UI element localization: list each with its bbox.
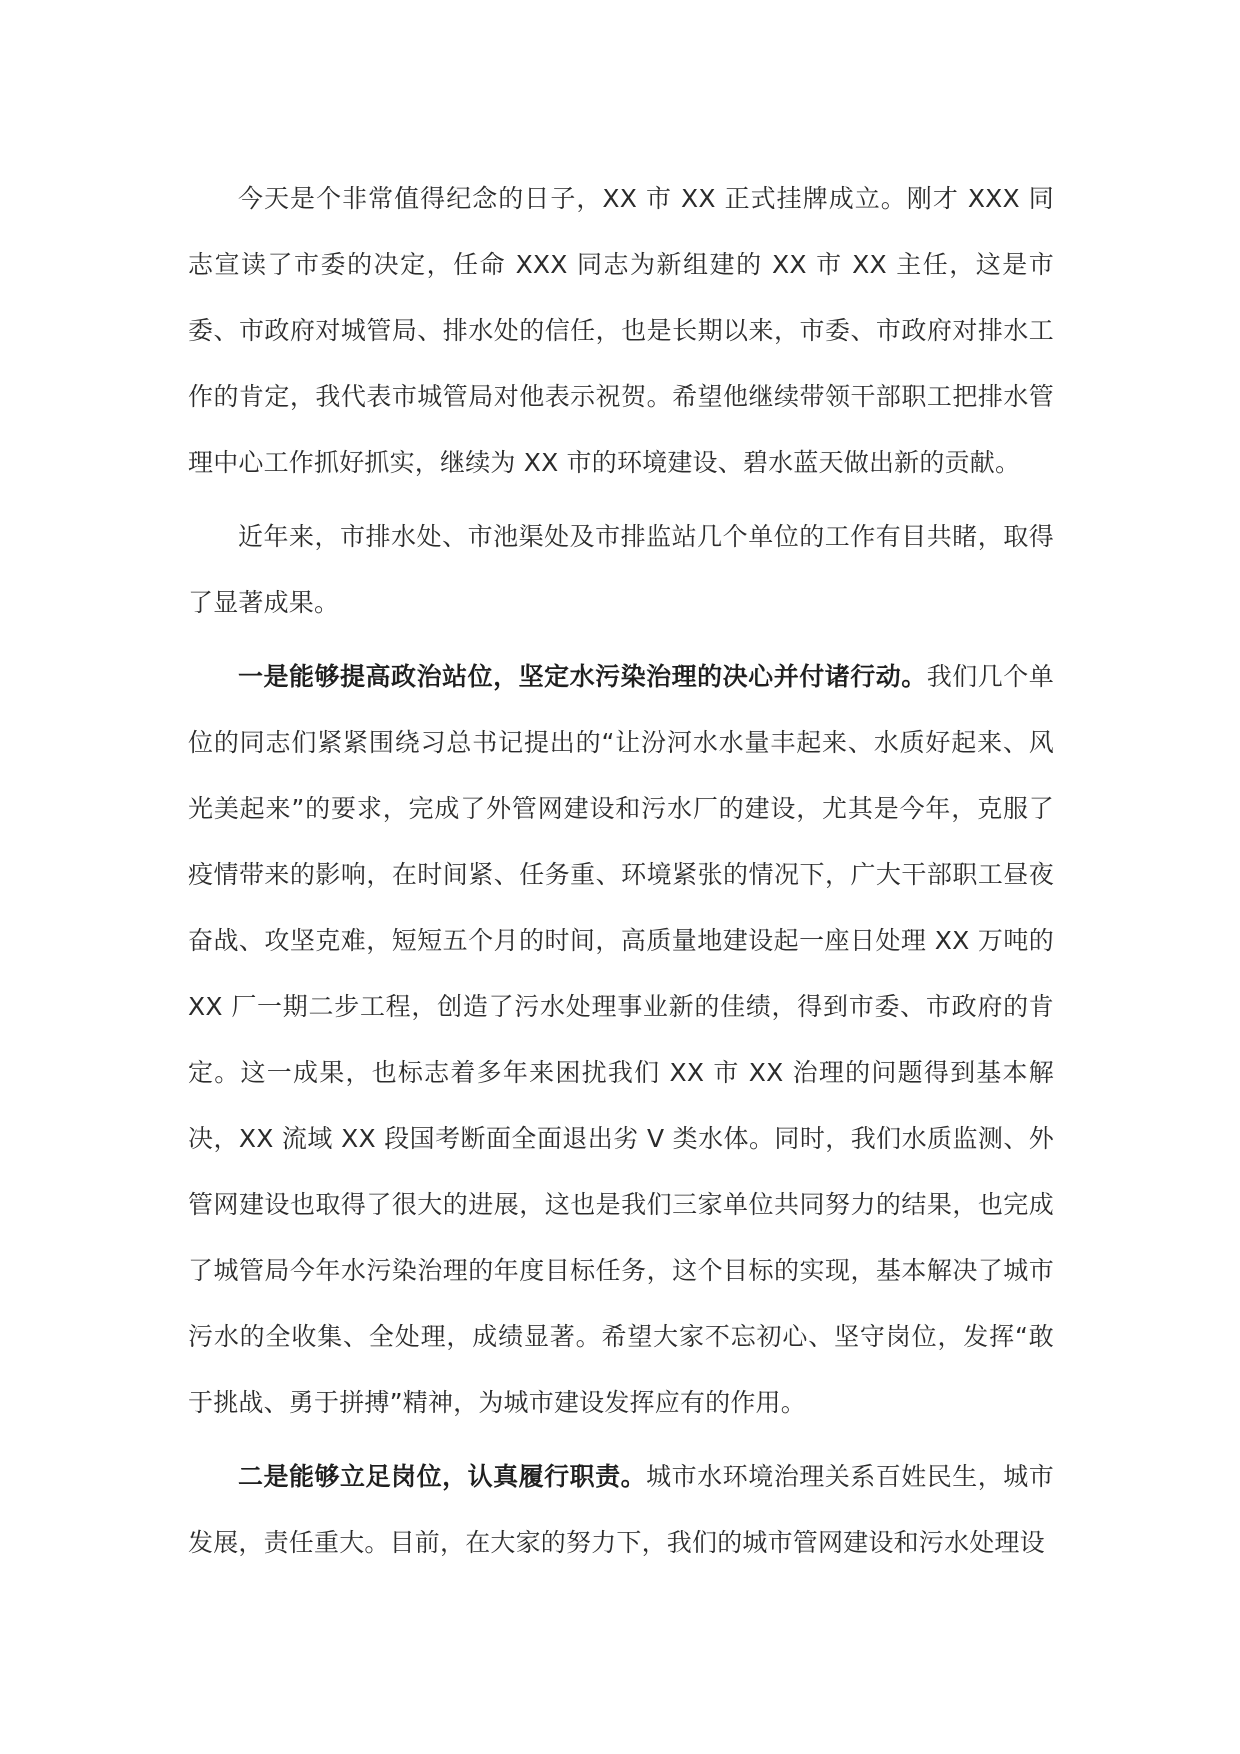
paragraph-point-two xyxy=(188,1444,1054,1576)
paragraph-lead-heading: 一是能够提高政治站位，坚定水污染治理的决心并付诸行动。 xyxy=(238,662,927,691)
paragraph-opening xyxy=(188,166,1054,496)
paragraph-point-one xyxy=(188,644,1054,1436)
paragraph-text: 城市水环境治理关系百姓民生，城市发展，责任重大。目前，在大家的努力下，我们的城市管网建设和污水处理设 xyxy=(188,1462,1054,1557)
paragraph-text: 我们几个单位的同志们紧紧围绕习总书记提出的“让汾河水水量丰起来、水质好起来、风光美起来”的要求，完成了外管网建设和污水厂的建设，尤其是今年，克服了疫情带来的影响，在时间紧、任务重、环境紧张的情况下，广大干部职工昼夜奋战、攻坚克难，短短五个月的时间，高质量地建设起一座日处理 XX 万吨的 XX 厂一期二步工程，创造了污水处理事业新的佳绩，得到市委、市政府的肯定。这一成果，也标志着多年来困扰我们 XX 市 XX 治理的问题得到基本解决，XX 流域 XX 段国考断面全面退出劣 V 类水体。同时，我们水质监测、外管网建设也取得了很大的进展，这也是我们三家单位共同努力的结果，也完成了城管局今年水污染治理的年度目标任务，这个目标的实现，基本解决了城市污水的全收集、全处理，成绩显著。希望大家不忘初心、坚守岗位，发挥“敢于挑战、勇于拼搏”精神，为城市建设发挥应有的作用。 xyxy=(188,662,1054,1417)
document-body xyxy=(188,166,1054,1576)
paragraph-lead-heading: 二是能够立足岗位，认真履行职责。 xyxy=(238,1462,647,1491)
paragraph-text: 今天是个非常值得纪念的日子，XX 市 XX 正式挂牌成立。刚才 XXX 同志宣读了市委的决定，任命 XXX 同志为新组建的 XX 市 XX 主任，这是市委、市政府对城管局、排水处的信任，也是长期以来，市委、市政府对排水工作的肯定，我代表市城管局对他表示祝贺。希望他继续带领干部职工把排水管理中心工作抓好抓实，继续为 XX 市的环境建设、碧水蓝天做出新的贡献。 xyxy=(188,184,1054,477)
paragraph-achievements-intro xyxy=(188,504,1054,636)
paragraph-text: 近年来，市排水处、市池渠处及市排监站几个单位的工作有目共睹，取得了显著成果。 xyxy=(188,522,1054,617)
